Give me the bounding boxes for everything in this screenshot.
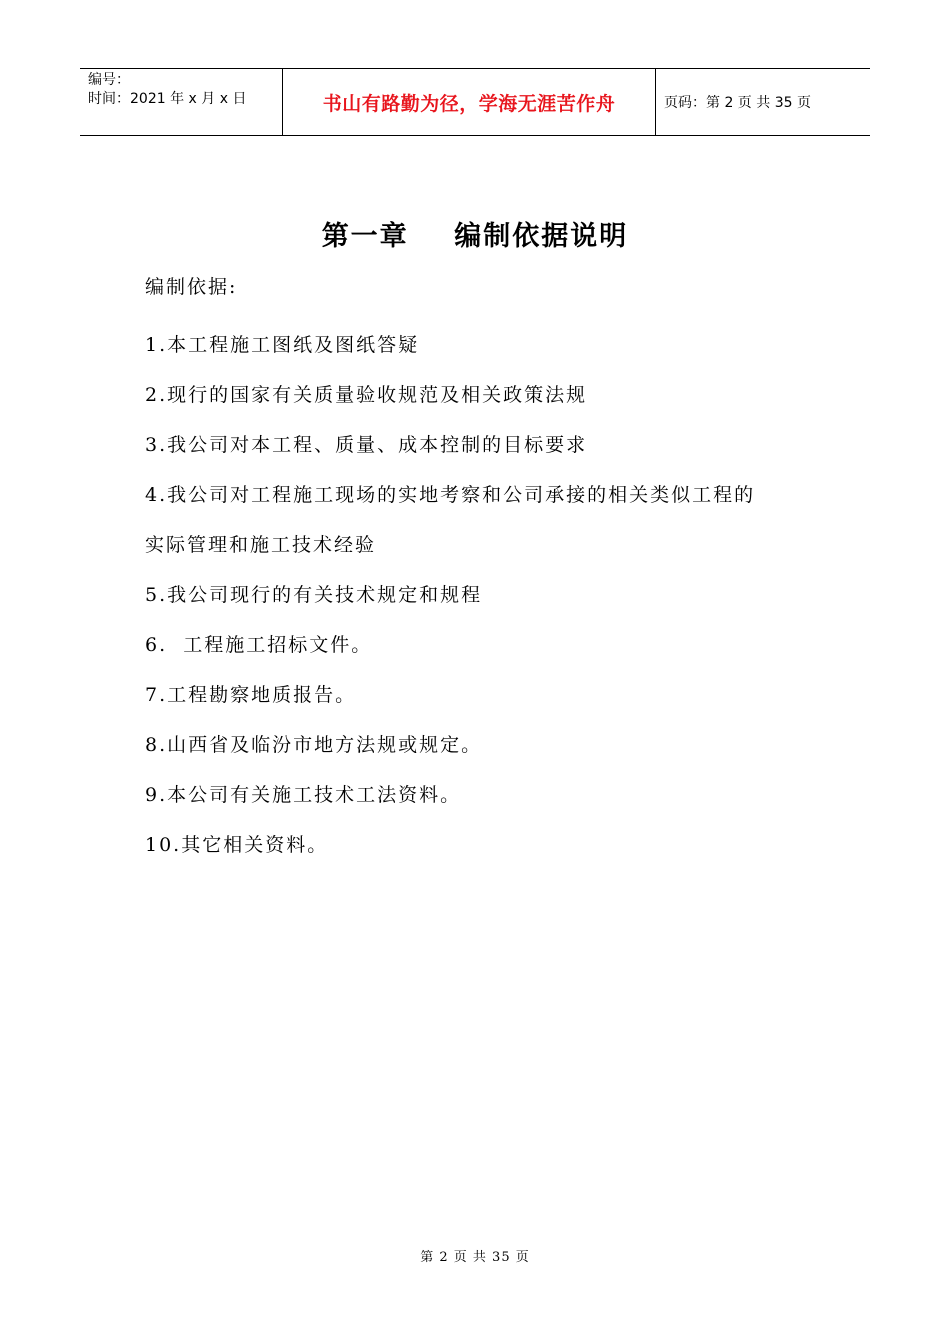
list-item: 7.工程勘察地质报告。 [145,684,357,706]
list-item: 4.我公司对工程施工现场的实地考察和公司承接的相关类似工程的 [145,484,756,506]
page-title: 第一章 编制依据说明 [321,221,629,252]
list-item: 2.现行的国家有关质量验收规范及相关政策法规 [145,384,588,406]
list-item: 8.山西省及临汾市地方法规或规定。 [145,734,483,756]
page-header [80,68,870,136]
header-motto: 书山有路勤为径，学海无涯苦作舟 [322,92,616,115]
header-meta [80,69,282,135]
list-item: 5.我公司现行的有关技术规定和规程 [145,584,483,606]
list-item: 9.本公司有关施工技术工法资料。 [145,784,462,806]
document-number-label: 编号： [88,72,130,88]
header-page-info-cell [656,69,870,135]
basis-list [145,320,825,870]
intro-label: 编制依据: [145,276,238,298]
page-footer: 第 2 页 共 35 页 [420,1250,530,1265]
list-item: 10.其它相关资料。 [145,834,329,856]
list-item: 实际管理和施工技术经验 [145,534,377,556]
list-item: 1.本工程施工图纸及图纸答疑 [145,334,420,356]
list-item: 3.我公司对本工程、质量、成本控制的目标要求 [145,434,588,456]
document-date: 时间：2021 年 x 月 x 日 [88,91,247,107]
header-motto-cell [282,69,656,135]
header-page-info: 页码：第 2 页 共 35 页 [664,95,811,111]
list-item: 6. 工程施工招标文件。 [145,634,373,656]
